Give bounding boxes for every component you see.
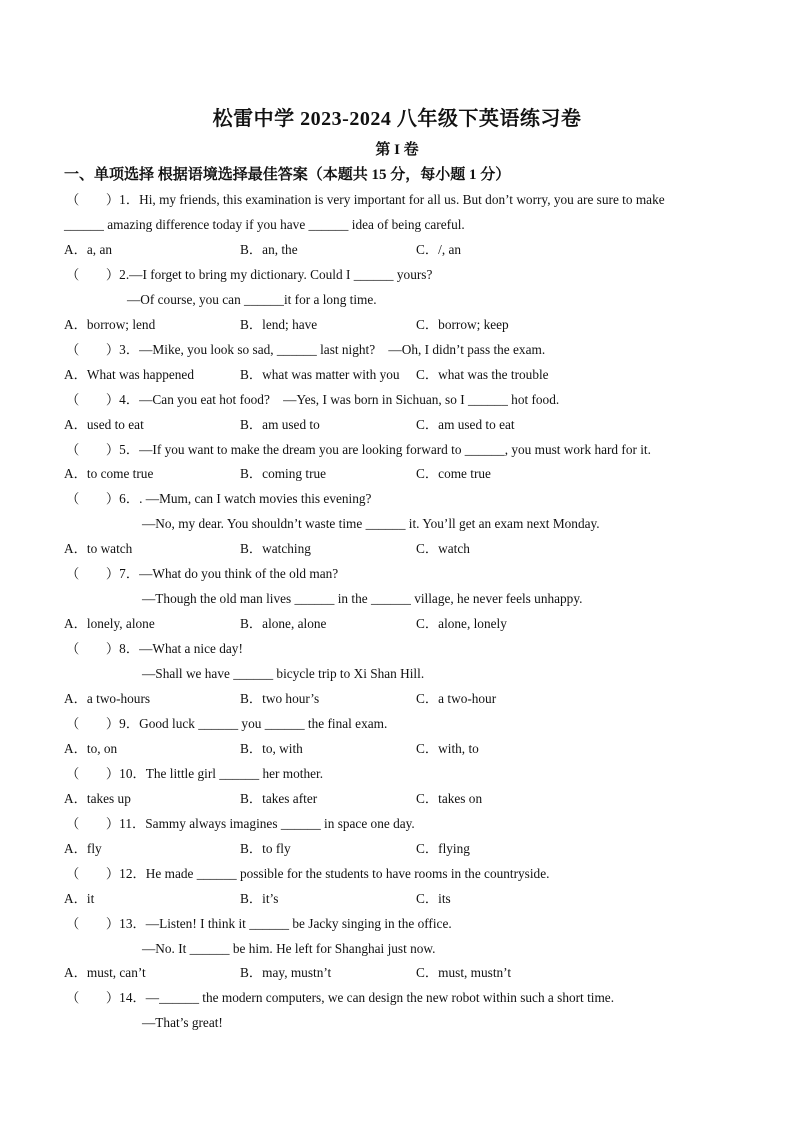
answer-option: B．to fly — [240, 840, 291, 856]
answer-option: B．an, the — [240, 241, 298, 257]
answer-option: A．to watch — [64, 541, 133, 557]
answer-option: A．used to eat — [64, 416, 144, 432]
answer-option: C．must, mustn’t — [416, 965, 512, 981]
question-stem: （ ）13．—Listen! I think it ______ be Jacky singing in the office. — [66, 915, 452, 931]
answer-option: A．borrow; lend — [64, 316, 156, 332]
question-stem: （ ）6．. —Mum, can I watch movies this evening? — [66, 491, 372, 507]
question-continuation: ______ amazing difference today if you have ______ idea of being careful. — [64, 216, 465, 232]
answer-option: C．come true — [416, 466, 491, 482]
question-continuation: —Though the old man lives ______ in the ______ village, he never feels unhappy. — [142, 591, 583, 607]
answer-option: C．flying — [416, 840, 470, 856]
answer-option: A．must, can’t — [64, 965, 146, 981]
question-continuation: —Shall we have ______ bicycle trip to Xi Shan Hill. — [142, 666, 425, 682]
answer-option: B．to, with — [240, 740, 303, 756]
question-stem: （ ）12．He made ______ possible for the students to have rooms in the countryside. — [66, 865, 550, 881]
section-heading: 一、单项选择 根据语境选择最佳答案（本题共 15 分，每小题 1 分） — [64, 167, 511, 183]
question-continuation: —That’s great! — [142, 1015, 223, 1031]
question-continuation: —No. It ______ be him. He left for Shanghai just now. — [142, 940, 436, 956]
question-continuation: —No, my dear. You shouldn’t waste time ______ it. You’ll get an exam next Monday. — [142, 516, 600, 532]
answer-option: A．it — [64, 890, 95, 906]
answer-option: C．borrow; keep — [416, 316, 509, 332]
answer-option: C．am used to eat — [416, 416, 515, 432]
answer-option: C．with, to — [416, 740, 479, 756]
question-continuation: —Of course, you can ______it for a long time. — [127, 291, 377, 307]
answer-option: B．may, mustn’t — [240, 965, 332, 981]
answer-option: A．a two-hours — [64, 691, 151, 706]
answer-option: B．alone, alone — [240, 616, 327, 632]
question-stem: （ ）14．—______ the modern computers, we can design the new robot within such a short time. — [66, 990, 615, 1006]
question-stem: （ ）2.—I forget to bring my dictionary. Could I ______ yours? — [66, 266, 433, 282]
answer-option: B．two hour’s — [240, 691, 320, 706]
question-stem: （ ）5．—If you want to make the dream you are looking forward to ______, you must work hard for it. — [66, 441, 651, 457]
answer-option: C．a two-hour — [416, 691, 497, 706]
question-stem: （ ）10．The little girl ______ her mother. — [66, 765, 324, 781]
question-stem: （ ）11．Sammy always imagines ______ in space one day. — [66, 815, 415, 831]
answer-option: B．lend; have — [240, 316, 318, 332]
answer-option: A．takes up — [64, 790, 131, 806]
answer-option: A．lonely, alone — [64, 616, 155, 632]
question-stem: （ ）4．—Can you eat hot food? —Yes, I was born in Sichuan, so I ______ hot food. — [66, 391, 560, 407]
answer-option: A．to come true — [64, 466, 154, 482]
answer-option: B．it’s — [240, 890, 279, 906]
answer-option: C．/, an — [416, 241, 462, 257]
answer-option: C．takes on — [416, 790, 483, 806]
answer-option: A．fly — [64, 840, 102, 856]
answer-option: B．watching — [240, 541, 311, 557]
question-stem: （ ）3．—Mike, you look so sad, ______ last night? —Oh, I didn’t pass the exam. — [66, 341, 546, 357]
answer-option: A．a, an — [64, 241, 112, 257]
question-stem: （ ）1．Hi, my friends, this examination is very important for all us. But don’t worry, you are sure to make — [66, 192, 665, 207]
question-stem: （ ）7．—What do you think of the old man? — [66, 566, 339, 582]
answer-option: B．coming true — [240, 466, 327, 482]
question-stem: （ ）9．Good luck ______ you ______ the final exam. — [66, 715, 388, 731]
answer-option: C．its — [416, 890, 451, 906]
answer-option: B．am used to — [240, 416, 320, 432]
answer-option: C．alone, lonely — [416, 616, 507, 632]
answer-option: B．what was matter with you — [240, 366, 400, 382]
answer-option: C．what was the trouble — [416, 366, 549, 382]
page-title: 松雷中学 2023-2024 八年级下英语练习卷 — [212, 108, 582, 130]
volume-label: 第 I 卷 — [375, 142, 419, 158]
answer-option: B．takes after — [240, 790, 318, 806]
answer-option: C．watch — [416, 541, 470, 557]
question-stem: （ ）8．—What a nice day! — [66, 641, 243, 657]
answer-option: A．to, on — [64, 740, 118, 756]
answer-option: A．What was happened — [64, 366, 194, 382]
